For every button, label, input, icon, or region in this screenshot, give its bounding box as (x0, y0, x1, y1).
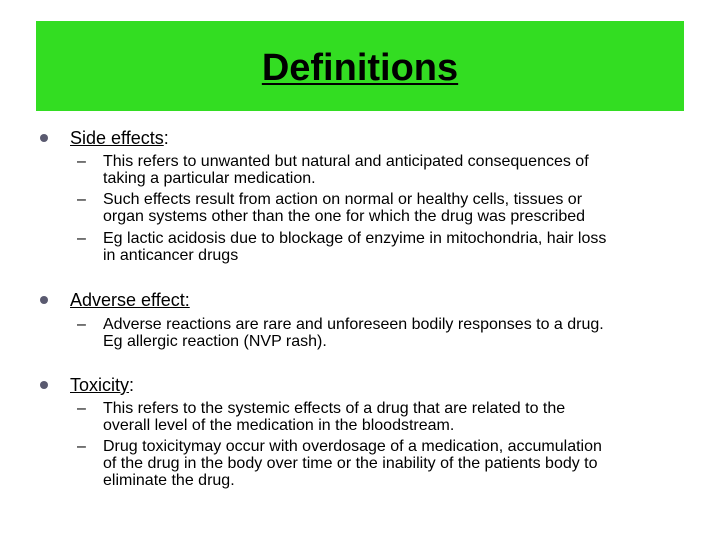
sub-point-line: Eg lactic acidosis due to blockage of enzyime in mitochondria, hair loss (103, 230, 607, 247)
sub-point-line: taking a particular medication. (103, 170, 316, 187)
sub-point-line: in anticancer drugs (103, 247, 239, 264)
dash-icon: – (77, 153, 86, 170)
sub-point-line: Such effects result from action on normal or healthy cells, tissues or (103, 191, 583, 208)
sub-point-line: Eg allergic reaction (NVP rash). (103, 333, 327, 350)
term-punct: : (163, 128, 169, 148)
sub-point-line: eliminate the drug. (103, 472, 235, 489)
term-punct: : (129, 375, 135, 395)
term-side-effects: Side effects (70, 128, 164, 148)
dash-icon: – (77, 316, 86, 333)
slide-title: Definitions (261, 47, 459, 89)
dash-icon: – (77, 400, 86, 417)
sub-point-line: of the drug in the body over time or the inability of the patients body to (103, 455, 598, 472)
term-adverse-effect: Adverse effect: (70, 290, 190, 310)
bullet-dot-icon (40, 381, 48, 389)
term-toxicity: Toxicity (70, 375, 130, 395)
dash-icon: – (77, 230, 86, 247)
dash-icon: – (77, 438, 86, 455)
sub-point-line: This refers to the systemic effects of a drug that are related to the (103, 400, 566, 417)
dash-icon: – (77, 191, 86, 208)
sub-point-line: This refers to unwanted but natural and anticipated consequences of (103, 153, 589, 170)
sub-point-line: Adverse reactions are rare and unforeseen bodily responses to a drug. (103, 316, 604, 333)
sub-point-line: organ systems other than the one for which the drug was prescribed (103, 208, 586, 225)
bullet-dot-icon (40, 296, 48, 304)
sub-point-line: overall level of the medication in the bloodstream. (103, 417, 455, 434)
bullet-dot-icon (40, 134, 48, 142)
sub-point-line: Drug toxicitymay occur with overdosage of a medication, accumulation (103, 438, 602, 455)
